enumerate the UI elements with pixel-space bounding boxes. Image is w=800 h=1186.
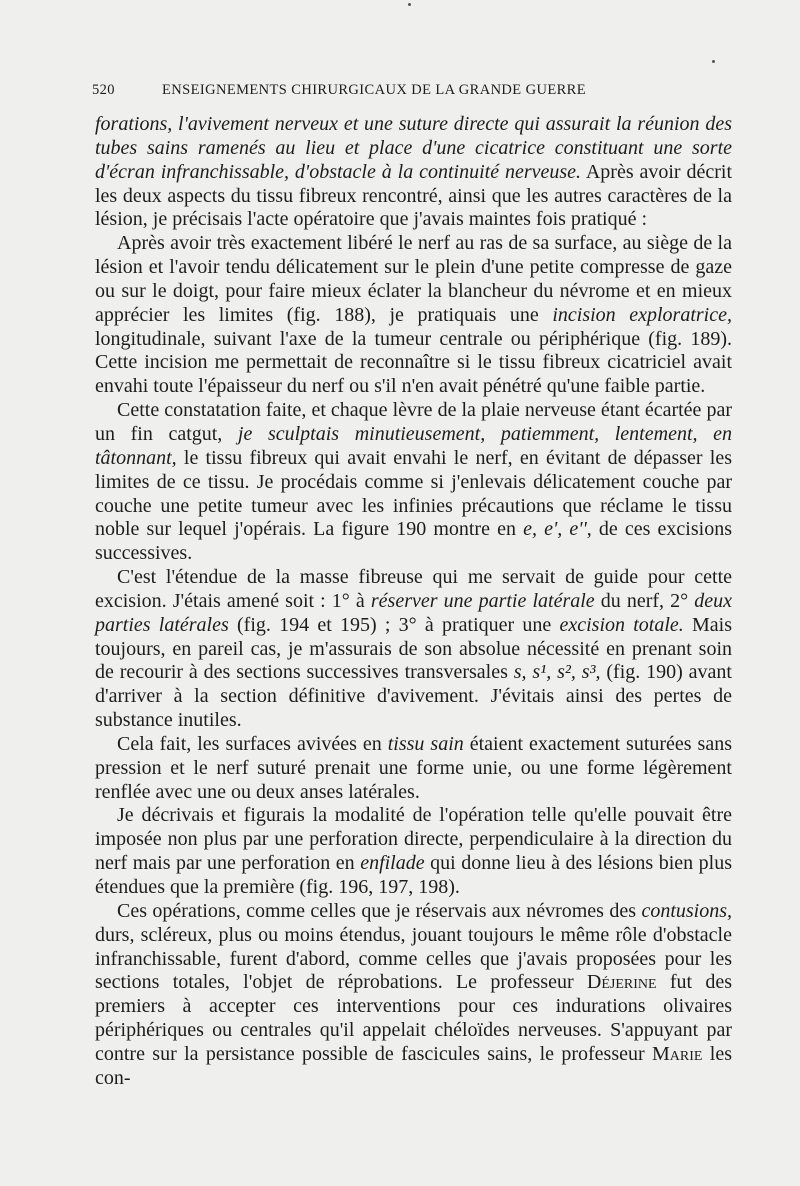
text-run: les con- [95,1042,732,1089]
paragraph [95,733,732,805]
italic-run: enfilade [360,852,425,875]
paragraph [95,804,732,899]
text-run: étaient exactement suturées sans pression et le nerf suturé prenait une forme unie, ou une forme légèrement renflée avec une ou deux anses latérales. [95,732,732,803]
italic-run: excision totale. [559,613,684,636]
text-run: Ces opérations, comme celles que je réservais aux névromes des [117,899,642,922]
text-run: Cela fait, les surfaces avivées en [117,732,388,755]
paragraph [95,232,732,399]
italic-run: deux parties latérales [95,589,733,636]
italic-run: e, e', e'' [523,518,587,541]
text-run: Je décrivais et figurais la modalité de l'opération telle qu'elle pouvait être imposée non plus par une perforation directe, perpendiculaire à la direction du nerf mais par une perforation en [95,804,732,875]
italic-run: incision exploratrice, [552,303,732,326]
text-run: Après avoir décrit les deux aspects du tissu fibreux rencontré, ainsi que les autres caractères de la lésion, je précisais l'acte opératoire que j'avais maintes fois pratiqué : [95,160,733,231]
text-run: du nerf, 2° [594,589,695,612]
text-run: Mais toujours, en pareil cas, je m'assurais de son absolue nécessité en prenant soin de recourir à des sections successives transversales [95,613,733,684]
paragraph [95,900,732,1091]
text-run: qui donne lieu à des lésions bien plus étendues que la première (fig. 196, 197, 198). [95,852,733,898]
text-run: (fig. 190) avant d'arriver à la section définitive d'avivement. J'évitais ainsi des pertes de substance inutiles. [95,661,732,732]
paragraph [95,399,732,566]
italic-run: contusions, [641,899,732,922]
running-header [92,82,720,99]
italic-run: s, s¹, s², s³, [513,661,601,684]
paragraph [95,566,732,733]
italic-run: tissu sain [387,732,464,755]
body-text [95,113,732,1091]
running-title: ENSEIGNEMENTS CHIRURGICAUX DE LA GRANDE GUERRE [162,82,586,98]
page-number: 520 [92,82,115,98]
text-run: fut des premiers à accepter ces interventions pour ces indurations olivaires périphériques ou centrales qu'il appelait chéloïdes nerveuses. S'appuyant par contre sur la persistance possible de fascicules sains, le professeur [95,971,732,1065]
italic-run: je sculptais minutieusement, patiemment, lentement, en tâtonnant, [95,422,732,469]
paragraph [95,113,732,232]
text-run: Après avoir très exactement libéré le nerf au ras de sa surface, au siège de la lésion et l'avoir tendu délicatement sur le plein d'une petite compresse de gaze ou sur le doigt, pour faire mieux éclater la blancheur du névrome et en mieux apprécier les limites (fig. 188), je pratiquais une [95,232,732,326]
text-run: C'est l'étendue de la masse fibreuse qui me servait de guide pour cette excision. J'étais amené soit : 1° à [95,566,732,612]
text-run: durs, scléreux, plus ou moins étendus, jouant toujours le même rôle d'obstacle infranchissable, furent d'abord, comme celles que j'avais proposées pour les sections totales, l'objet de réprobations. Le professeur [95,923,732,994]
author-name: Déjerine [586,971,657,994]
italic-run: forations, l'avivement nerveux et une suture directe qui assurait la réunion des tubes sains ramenés au lieu et place d'une cicatrice constituant une sorte d'écran infranchissable, d'obstacle à la continuité nerveuse. [95,113,732,183]
text-run: Cette constatation faite, et chaque lèvre de la plaie nerveuse étant écartée par un fin catgut, [95,399,732,445]
text-run: longitudinale, suivant l'axe de la tumeur centrale ou périphérique (fig. 189). Cette incision me permettait de reconnaître si le tissu fibreux cicatriciel avait envahi toute l'épaisseur du nerf ou s'il n'en avait pénétré qu'une faible partie. [95,327,732,398]
text-run: , de ces excisions successives. [95,518,732,565]
text-run: le tissu fibreux qui avait envahi le nerf, en évitant de dépasser les limites de ce tissu. Je procédais comme si j'enlevais délicatement couche par couche une petite tumeur avec les infinies précautions que réclame le tissu noble sur lequel j'opérais. La figure 190 montre en [95,446,732,541]
paper-speck [408,3,411,6]
italic-run: réserver une partie latérale [370,589,595,612]
text-run: (fig. 194 et 195) ; 3° à pratiquer une [228,613,560,636]
paper-speck [712,60,715,63]
author-name: Marie [652,1042,703,1065]
